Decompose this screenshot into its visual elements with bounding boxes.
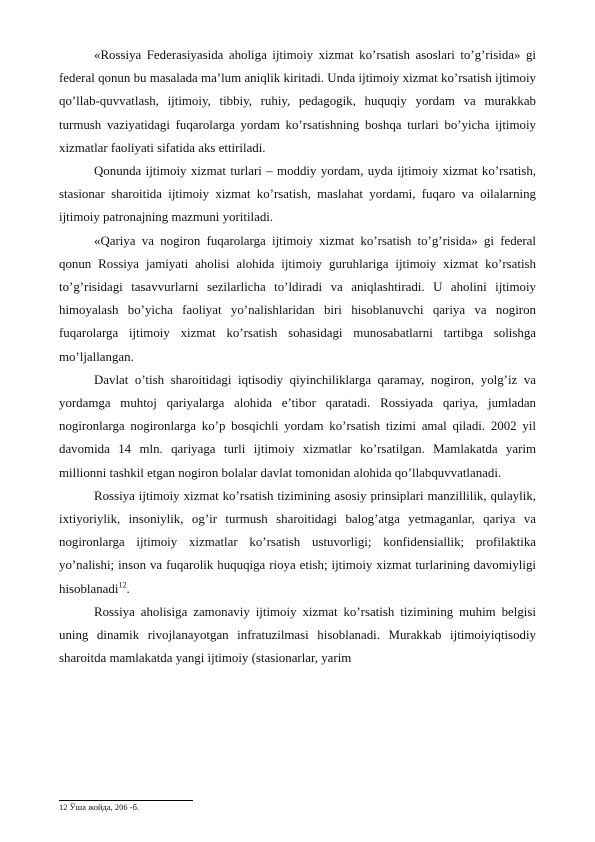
- document-body: [59, 44, 536, 670]
- paragraph-principles-period: .: [126, 581, 130, 596]
- footnote-reference: 12: [118, 580, 127, 590]
- paragraph-principles-text: Rossiya ijtimoiy xizmat ko’rsatish tizimining asosiy prinsiplari manzillilik, qulaylik, ixtiyoriylik, insoniylik, og’ir turmush sharoitidagi balog’atga yetmaganlar, qariya va nogironlarga ijtimoiy xizmatlar ko’rsatish ustuvorligi; konfidensiallik; profilaktika yo’nalishi; inson va fuqarolik huquqiga rioya etish; ijtimoiy xizmat turlarining davomiyligi hisoblanadi: [59, 488, 536, 596]
- paragraph-state-support: Davlat o’tish sharoitidagi iqtisodiy qiyinchiliklarga qaramay, nogiron, yolg’iz va yordamga muhtoj qariyalarga alohida e’tibor qaratadi. Rossiyada qariya, jumladan nogironlarga nogironlarga ko’p bosqichli yordam ko’rsatish tizimi amal qiladi. 2002 yil davomida 14 mln. qariyaga turli ijtimoiy xizmatlar ko’rsatilgan. Mamlakatda yarim millionni tashkil etgan nogiron bolalar davlat tomonidan alohida qo’llabquvvatlanadi.: [59, 372, 536, 480]
- paragraph-principles: [59, 485, 536, 601]
- paragraph-infrastructure: Rossiya aholisiga zamonaviy ijtimoiy xizmat ko’rsatish tizimining muhim belgisi uning dinamik rivojlanayotgan infratuzilmasi hisoblanadi. Murakkab ijtimoiyiqtisodiy sharoitda mamlakatda yangi ijtimoiy (stasionarlar, yarim: [59, 604, 536, 666]
- paragraph-elderly-disabled-law: «Qariya va nogiron fuqarolarga ijtimoiy xizmat ko’rsatish to’g’risida» gi federal qonun Rossiya jamiyati aholisi alohida ijtimoiy guruhlariga ijtimoiy xizmat ko’rsatish to’g’risidagi tasavvurlarni sezilarlicha to’ldiradi va aniqlashtiradi. U aholini ijtimoiy himoyalash bo’yicha faoliyat yo’nalishlaridan biri hisoblanuvchi qariya va nogiron fuqarolarga ijtimoiy xizmat ko’rsatish sohasidagi munosabatlarni tartibga solishga mo’ljallangan.: [59, 233, 536, 364]
- footnote: 12 Ўша жойда, 206 -б.: [59, 802, 140, 812]
- paragraph-service-types: Qonunda ijtimoiy xizmat turlari – moddiy yordam, uyda ijtimoiy xizmat ko’rsatish, stasionar sharoitida ijtimoiy xizmat ko’rsatish, maslahat yordami, fuqaro va oilalarning ijtimoiy patronajning mazmuni yoritiladi.: [59, 164, 536, 225]
- paragraph-federal-law-basics: «Rossiya Federasiyasida aholiga ijtimoiy xizmat ko’rsatish asoslari to’g’risida» gi federal qonun bu masalada ma’lum aniqlik kiritadi. Unda ijtimoiy xizmat ko’rsatish ijtimoiy qo’llab-quvvatlash, ijtimoiy, tibbiy, ruhiy, pedagogik, huquqiy yordam va murakkab turmush vaziyatidagi fuqarolarga yordam ko’rsatishning boshqa turlari bo’yicha ijtimoiy xizmatlar faoliyati sifatida aks ettiriladi.: [59, 48, 536, 155]
- footnote-divider: [59, 800, 193, 801]
